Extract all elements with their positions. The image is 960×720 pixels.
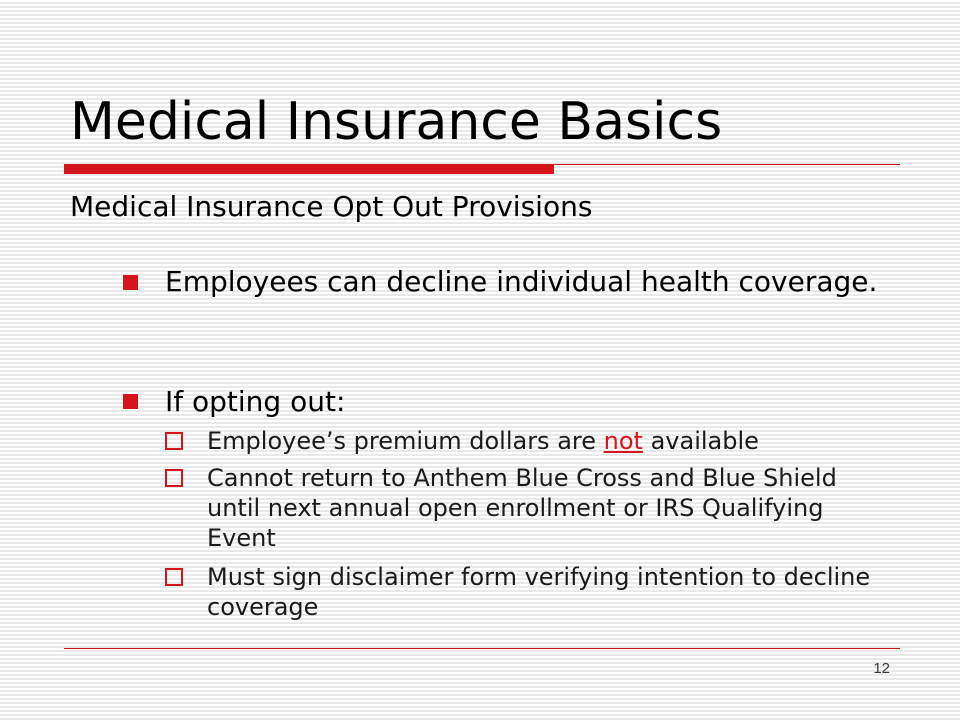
sub-bullet-premium-text-before: Employee’s premium dollars are <box>207 427 604 455</box>
hollow-square-bullet-icon <box>165 568 183 586</box>
emphasis-not: not <box>603 427 643 455</box>
bullet-if-opting-out: If opting out: <box>165 385 346 418</box>
hollow-square-bullet-icon <box>165 469 183 487</box>
bullet-square-icon <box>123 394 138 409</box>
bullet-square-icon <box>123 275 138 290</box>
sub-bullet-premium-text-after: available <box>642 427 759 455</box>
bullet-decline-coverage: Employees can decline individual health coverage. <box>165 265 878 298</box>
title-underline-thick <box>64 164 554 174</box>
sub-bullet-cannot-return: Cannot return to Anthem Blue Cross and Blue Shield until next annual open enrollment or IRS Qualifying Event <box>207 464 837 552</box>
sub-bullet-premium-dollars <box>207 426 897 456</box>
hollow-square-bullet-icon <box>165 432 183 450</box>
title-underline-thin <box>554 164 900 165</box>
footer-rule <box>64 648 900 649</box>
slide-title: Medical Insurance Basics <box>70 92 723 152</box>
slide-subtitle: Medical Insurance Opt Out Provisions <box>70 190 593 223</box>
page-number: 12 <box>873 660 890 677</box>
sub-bullet-disclaimer-form: Must sign disclaimer form verifying intention to decline coverage <box>207 563 871 621</box>
